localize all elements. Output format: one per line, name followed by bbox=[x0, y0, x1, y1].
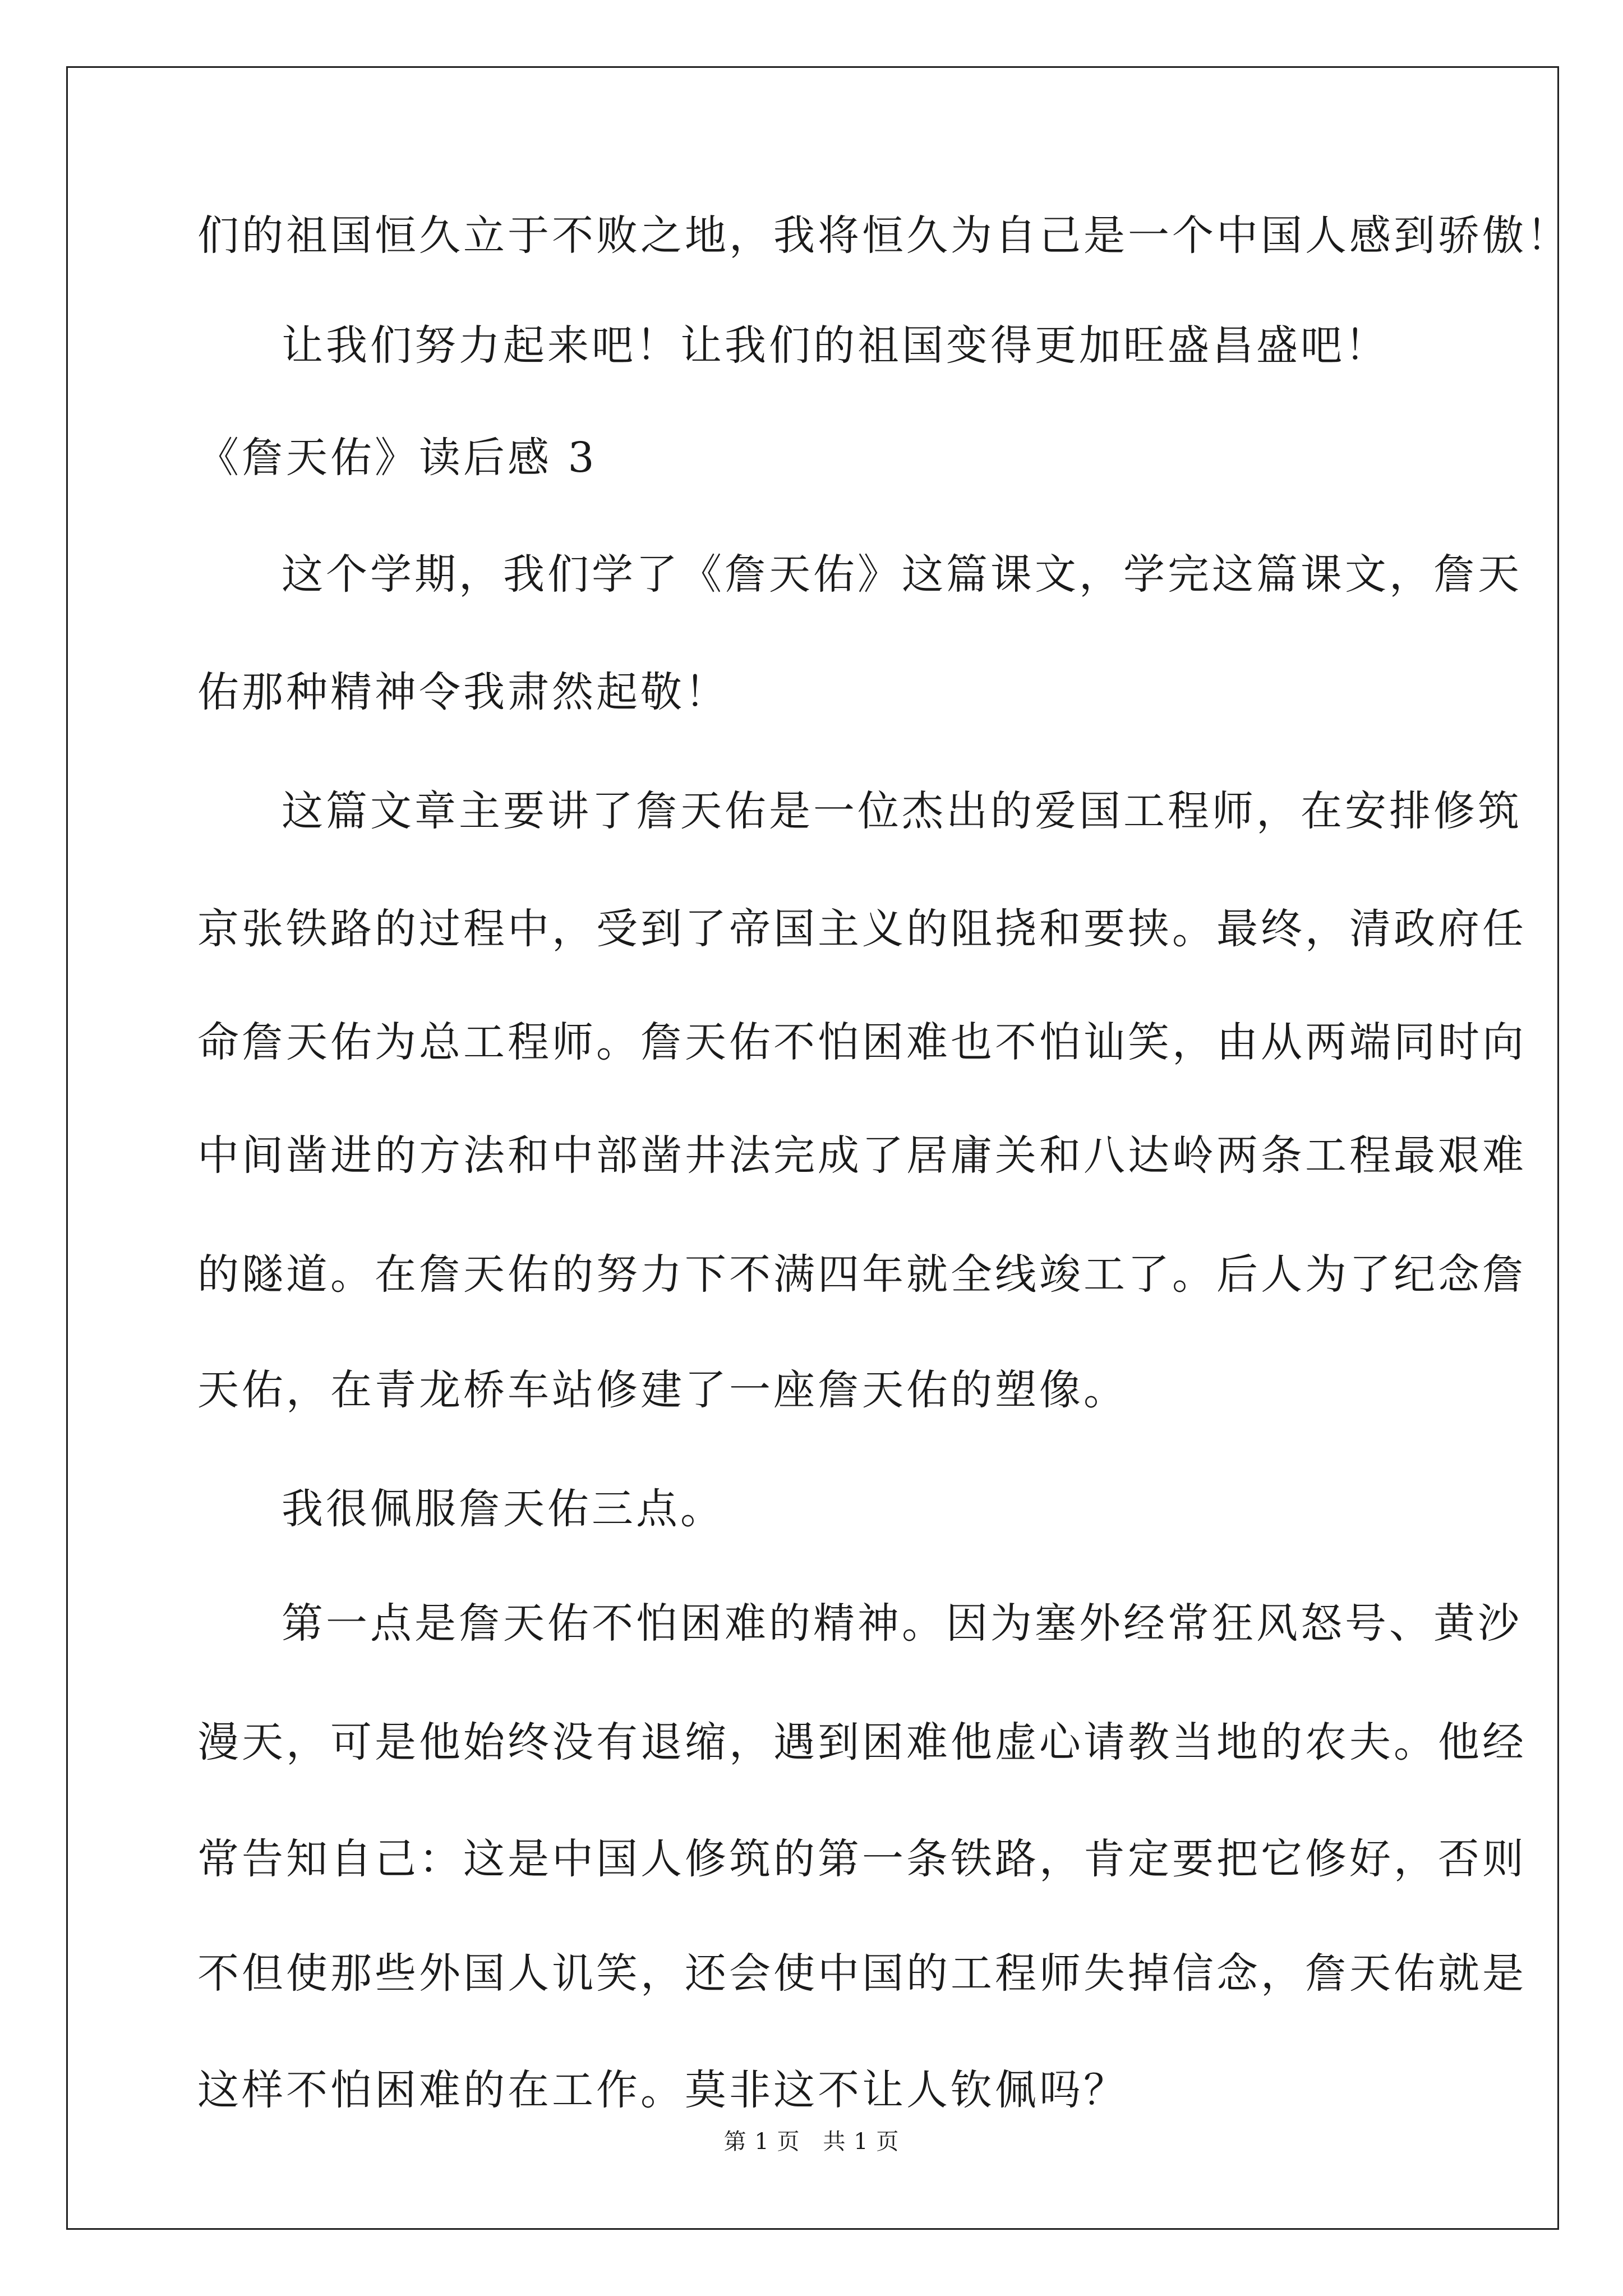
text-line: 常告知自己：这是中国人修筑的第一条铁路，肯定要把它修好，否则 bbox=[197, 1835, 1527, 1883]
text-line: 这个学期，我们学了《詹天佑》这篇课文，学完这篇课文，詹天 bbox=[282, 550, 1522, 599]
text-line: 佑那种精神令我肃然起敬！ bbox=[197, 668, 729, 716]
text-line: 这样不怕困难的在工作。莫非这不让人钦佩吗？ bbox=[197, 2066, 1128, 2114]
text-line: 的隧道。在詹天佑的努力下不满四年就全线竣工了。后人为了纪念詹 bbox=[197, 1250, 1527, 1299]
text-line: 天佑，在青龙桥车站修建了一座詹天佑的塑像。 bbox=[197, 1366, 1128, 1414]
text-line: 中间凿进的方法和中部凿井法完成了居庸关和八达岭两条工程最艰难 bbox=[197, 1131, 1527, 1180]
text-line: 让我们努力起来吧！让我们的祖国变得更加旺盛昌盛吧！ bbox=[282, 321, 1389, 370]
text-line: 不但使那些外国人讥笑，还会使中国的工程师失掉信念，詹天佑就是 bbox=[197, 1949, 1527, 1998]
text-line: 命詹天佑为总工程师。詹天佑不怕困难也不怕讪笑，由从两端同时向 bbox=[197, 1018, 1527, 1066]
page-number: 第 1 页 共 1 页 bbox=[723, 2129, 900, 2155]
text-line: 我很佩服詹天佑三点。 bbox=[282, 1485, 725, 1533]
text-line: 漫天，可是他始终没有退缩，遇到困难他虚心请教当地的农夫。他经 bbox=[197, 1718, 1527, 1766]
text-line: 们的祖国恒久立于不败之地，我将恒久为自己是一个中国人感到骄傲！ bbox=[197, 211, 1571, 260]
text-line: 这篇文章主要讲了詹天佑是一位杰出的爱国工程师，在安排修筑 bbox=[282, 787, 1522, 835]
text-line: 第一点是詹天佑不怕困难的精神。因为塞外经常狂风怒号、黄沙 bbox=[282, 1599, 1522, 1648]
section-heading: 《詹天佑》读后感 3 bbox=[197, 434, 597, 482]
text-line: 京张铁路的过程中，受到了帝国主义的阻挠和要挟。最终，清政府任 bbox=[197, 905, 1527, 953]
